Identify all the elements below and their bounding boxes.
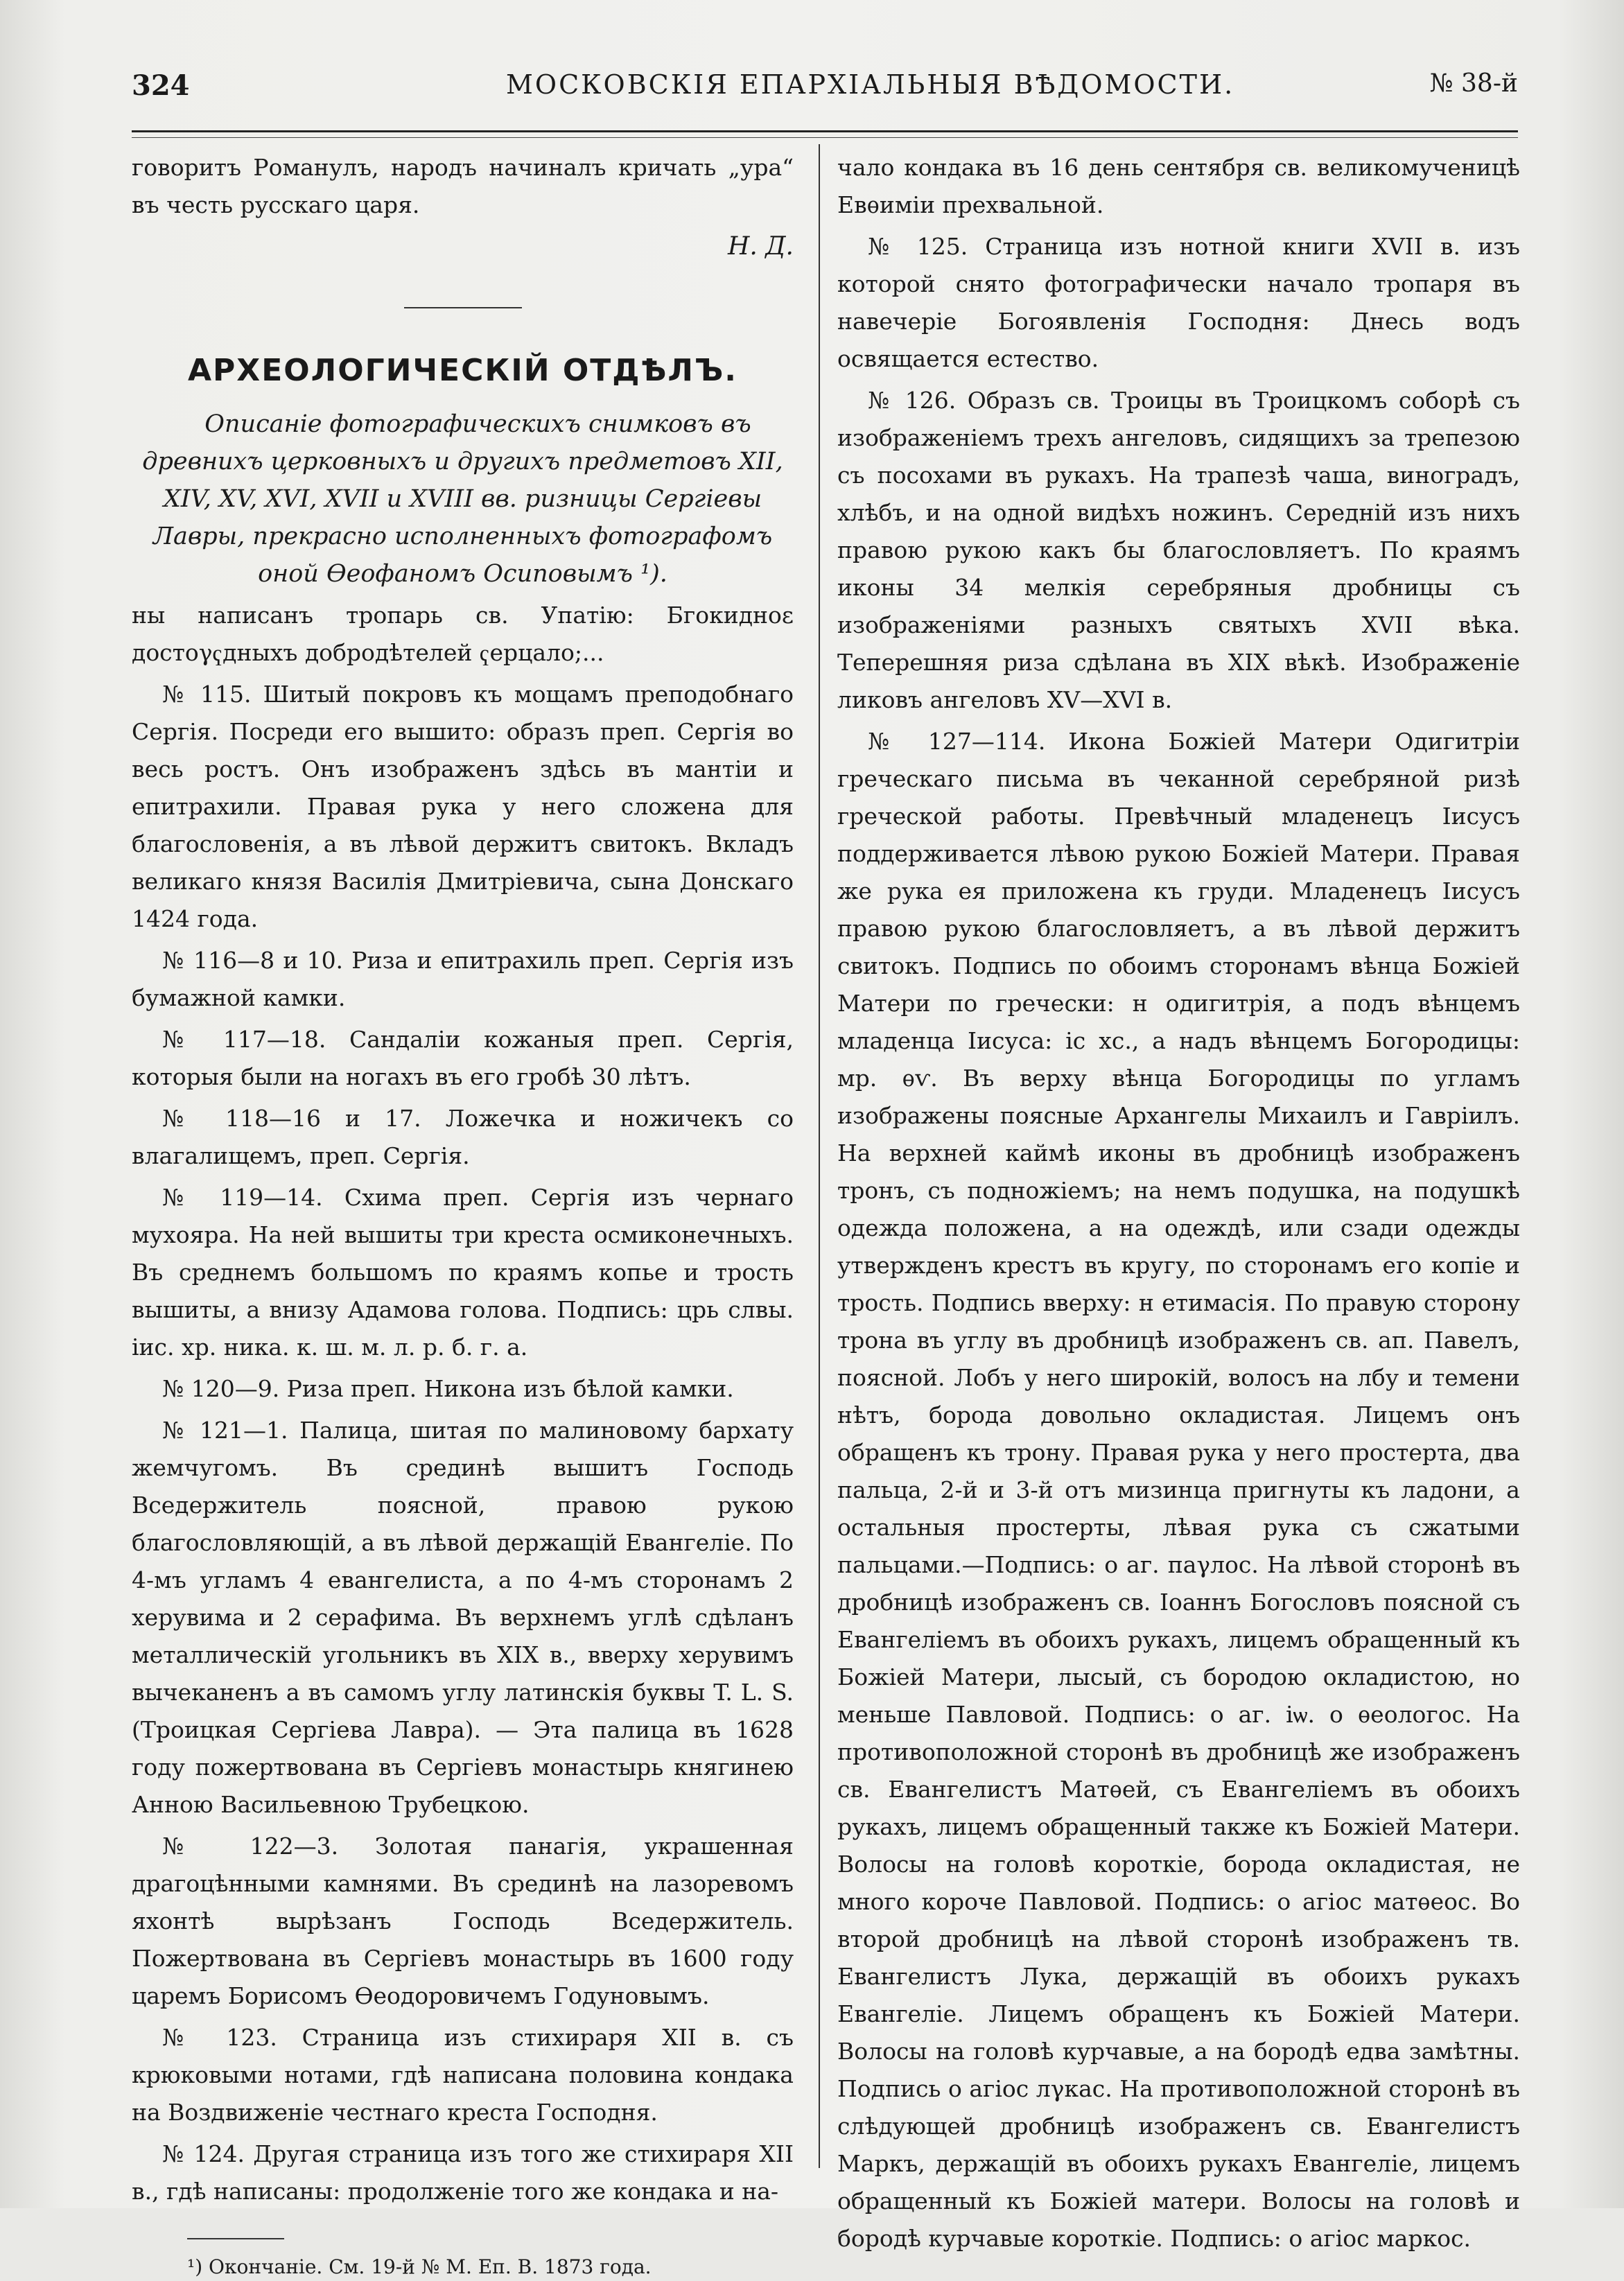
right-column [837, 149, 1520, 2262]
paragraph: № 126. Образъ св. Троицы въ Троицкомъ соборѣ съ изображеніемъ трехъ ангеловъ, сидящихъ за трепезою съ посохами въ рукахъ. На трапезѣ чаша, виноградъ, хлѣбъ, и на одной видѣхъ ножинъ. Середній изъ нихъ правою рукою какъ бы благословляетъ. По краямъ иконы 34 мелкія серебряныя дробницы съ изображеніями разныхъ святыхъ XVII вѣка. Теперешняя риза сдѣлана въ XIX вѣкѣ. Изображеніе ликовъ ангеловъ XV—XVI в. [837, 387, 1520, 713]
paragraph: № 121—1. Палица, шитая по малиновому бархату жемчугомъ. Въ срединѣ вышитъ Господь Вседержитель поясной, правою рукою благословляющій, а въ лѣвой держащій Евангеліе. По 4-мъ угламъ 4 евангелиста, а по 4-мъ сторонамъ 2 херувима и 2 серафима. Въ верхнемъ углѣ сдѣланъ металлическій угольникъ въ XIX в., вверху херувимъ вычеканенъ а въ самомъ углу латинскія буквы T. L. S. (Троицкая Сергіева Лавра). — Эта палица въ 1628 году пожертвована въ Сергіевъ монастырь княгинею Анною Васильевною Трубецкою. [132, 1417, 794, 1818]
issue-number: № 38-й [1429, 69, 1518, 98]
paragraph: говоритъ Романулъ, народъ начиналъ кричать „ура“ въ честь русскаго царя. [132, 154, 794, 218]
header-rule-thick [132, 130, 1518, 132]
footnote-rule [187, 2238, 284, 2239]
left-column [132, 149, 794, 2281]
paragraph: № 115. Шитый покровъ къ мощамъ преподобнаго Сергія. Посреди его вышито: образъ преп. Сергія во весь ростъ. Онъ изображенъ здѣсь въ мантіи и епитрахили. Правая рука у него сложена для благословенія, а въ лѣвой держитъ свитокъ. Вкладъ великаго князя Василія Дмитріевича, сына Донскаго 1424 года. [132, 681, 794, 932]
paragraph: ны написанъ тропарь св. Упатію: Бгоκиднοε достоγҁдныхъ добродѣтелей ҁерцало;... [132, 602, 794, 666]
paragraph: чало кондака въ 16 день сентября св. великомученицѣ Евѳиміи прехвальной. [837, 154, 1520, 218]
paragraph: № 123. Страница изъ стихираря XII в. съ крюковыми нотами, гдѣ написана половина кондака на Воздвиженіе честнаго креста Господня. [132, 2024, 794, 2126]
header-rule-thin [132, 137, 1518, 138]
author-signature: Н. Д. [728, 232, 794, 261]
article-subtitle: Описаніе фотографическихъ снимковъ въ древнихъ церковныхъ и другихъ предметовъ XII, XIV, XV, XVI, XVII и XVIII вв. ризницы Сергіевы Лавры, прекрасно исполненныхъ фотографомъ оной Ѳеофаномъ Осиповымъ ¹). [142, 410, 783, 588]
running-title: МОСКОВСКІЯ ЕПАРХІАЛЬНЫЯ ВѢДОМОСТИ. [506, 69, 1235, 100]
paragraph: № 124. Другая страница изъ того же стихираря XII в., гдѣ написаны: продолженіе того же кондака и на- [132, 2140, 794, 2205]
paragraph: № 122—3. Золотая панагія, украшенная драгоцѣнными камнями. Въ срединѣ на лазоревомъ яхонтѣ вырѣзанъ Господь Вседержитель. Пожертвована въ Сергіевъ монастырь въ 1600 году царемъ Борисомъ Ѳеодоровичемъ Годуновымъ. [132, 1833, 794, 2009]
paragraph: № 127—114. Икона Божіей Матери Одигитріи греческаго письма въ чеканной серебряной ризѣ греческой работы. Превѣчный младенецъ Іисусъ поддерживается лѣвою рукою Божіей Матери. Правая же рука ея приложена къ груди. Младенецъ Іисусъ правою рукою благословляетъ, а въ лѣвой держитъ свитокъ. Подпись по обоимъ сторонамъ вѣнца Божіей Матери по гречески: н одигитрія, а подъ вѣнцемъ младенца Іисуса: іс хс., а надъ вѣнцемъ Богородицы: мр. ѳѵ. Въ верху вѣнца Богородицы по угламъ изображены поясные Архангелы Михаилъ и Гавріилъ. На верхней каймѣ иконы въ дробницѣ изображенъ тронъ, съ подножіемъ; на немъ подушка, на подушкѣ одежда положена, а на одеждѣ, или сзади одежды утвержденъ крестъ въ кругу, по сторонамъ его копіе и трость. Подпись вверху: н етимасія. По правую сторону трона въ углу въ дробницѣ изображенъ св. ап. Павелъ, поясной. Лобъ у него широкій, волосъ на лбу и темени нѣтъ, борода довольно окладистая. Лицемъ онъ обращенъ къ трону. Правая рука у него простерта, два пальца, 2-й и 3-й отъ мизинца пригнуты къ ладони, а остальныя простерты, лѣвая рука съ сжатыми пальцами.—Подпись: о аг. паγлос. На лѣвой сторонѣ въ дробницѣ изображенъ св. Іоаннъ Богословъ поясной съ Евангеліемъ въ обоихъ рукахъ, лицемъ обращенный къ Божіей Матери, лысый, съ бородою окладистою, но меньше Павловой. Подпись: о аг. іѡ. о ѳеологос. На противоположной сторонѣ въ дробницѣ же изображенъ св. Евангелистъ Матѳей, съ Евангеліемъ въ обоихъ рукахъ, лицемъ обращенный также къ Божіей Матери. Волосы на головѣ короткіе, борода окладистая, не много короче Павловой. Подпись: о агіос матѳеос. Во второй дробницѣ на лѣвой сторонѣ изображенъ тв. Евангелистъ Лука, держащій въ обоихъ рукахъ Евангеліе. Лицемъ обращенъ къ Божіей Матери. Волосы на головѣ курчавые, а на бородѣ едва замѣтны. Подпись о агіос лγкас. На противоположной сторонѣ въ слѣдующей дробницѣ изображенъ св. Евангелистъ Маркъ, держащій въ обоихъ рукахъ Евангеліе, лицемъ обращенный къ Божіей матери. Волосы на головѣ и бородѣ курчавые короткіе. Подпись: о агіос маркос. [837, 728, 1520, 2252]
paragraph: № 119—14. Схима преп. Сергія изъ чернаго мухояра. На ней вышиты три креста осмиконечныхъ. Въ среднемъ большомъ по краямъ копье и трость вышиты, а внизу Адамова голова. Подпись: црь слвы. іис. хр. ника. к. ш. м. л. р. б. г. а. [132, 1184, 794, 1361]
paragraph: № 116—8 и 10. Риза и епитрахиль преп. Сергія изъ бумажной камки. [132, 947, 794, 1011]
column-divider [819, 144, 820, 2168]
paragraph: № 117—18. Сандаліи кожаныя преп. Сергія, которыя были на ногахъ въ его гробѣ 30 лѣтъ. [132, 1026, 794, 1090]
page-header [132, 69, 1518, 111]
section-heading: АРХЕОЛОГИЧЕСКІЙ ОТДѢЛЪ. [187, 353, 738, 388]
paragraph: № 120—9. Риза преп. Никона изъ бѣлой камки. [162, 1375, 734, 1402]
paragraph: № 125. Страница изъ нотной книги XVII в. изъ которой снято фотографически начало тропаря въ навечеріе Богоявленія Господня: Днесь водъ освящается естество. [837, 233, 1520, 372]
footnote: ¹) Окончаніе. См. 19-й № М. Еп. В. 1873 года. [187, 2255, 652, 2278]
section-separator [404, 307, 522, 308]
paragraph: № 118—16 и 17. Ложечка и ножичекъ со влагалищемъ, преп. Сергія. [132, 1105, 794, 1169]
page-number: 324 [132, 69, 190, 102]
